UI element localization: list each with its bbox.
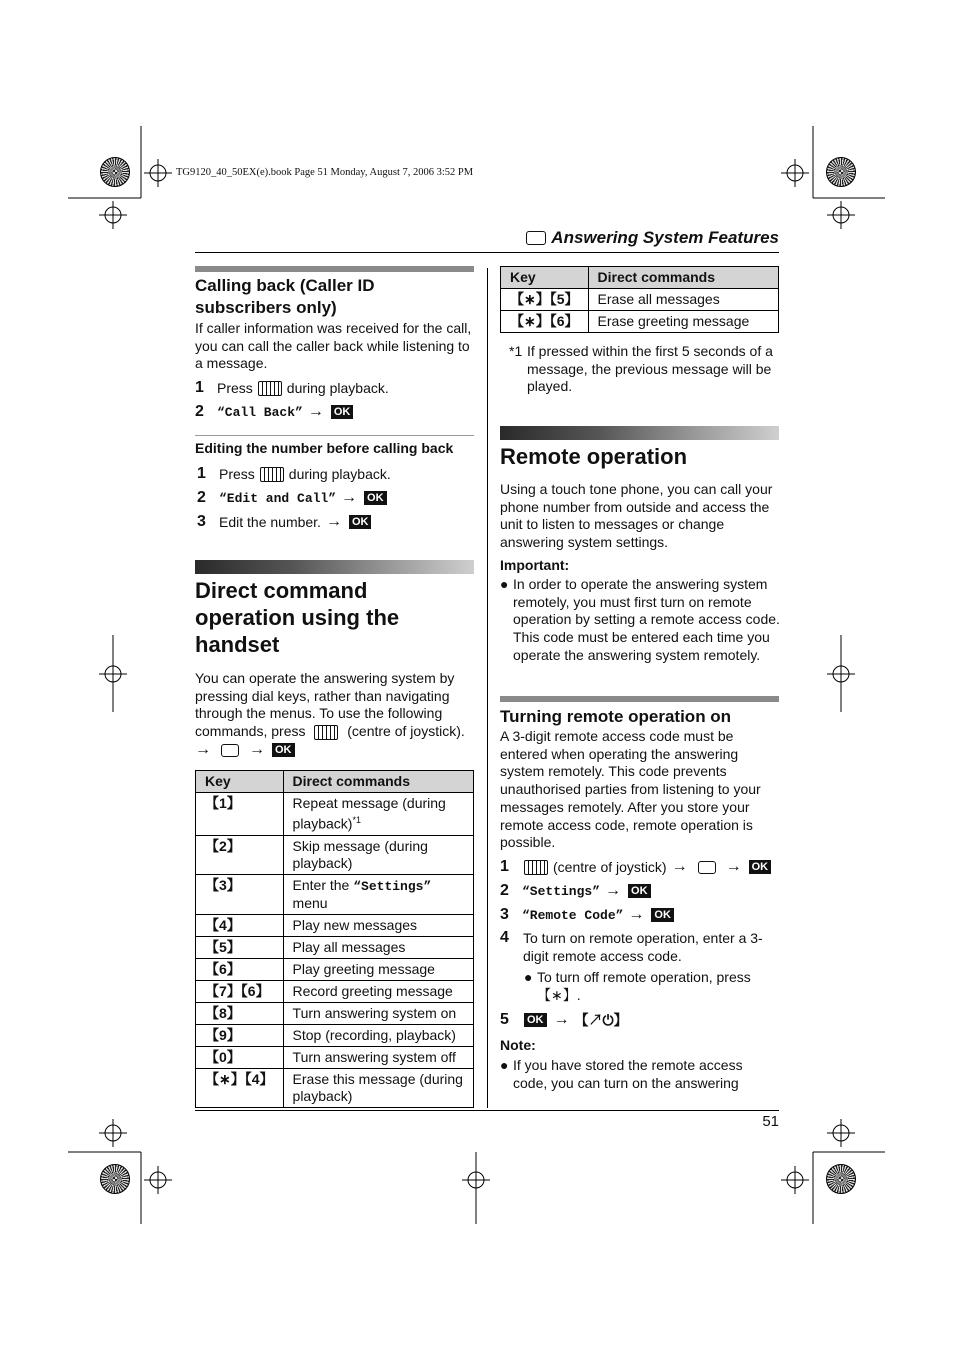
menu-item-code: “Settings” xyxy=(522,883,601,899)
calling-back-title: Calling back (Caller ID subscribers only) xyxy=(195,276,375,317)
remote-step-5 xyxy=(500,1010,628,1030)
key-cell: 【8】 xyxy=(196,1002,284,1024)
page-number: 51 xyxy=(762,1113,779,1130)
footnote-mark: *1 xyxy=(509,343,523,359)
header-rule xyxy=(195,252,779,253)
section-bar xyxy=(195,266,474,272)
table-row xyxy=(196,1024,474,1046)
subsection-rule xyxy=(195,435,474,436)
command-cell: Play new messages xyxy=(283,914,473,936)
table-row xyxy=(196,874,474,914)
key-cell: 【6】 xyxy=(196,958,284,980)
step-number: 5 xyxy=(500,1011,509,1028)
command-cell: Play greeting message xyxy=(283,958,473,980)
table-row xyxy=(196,835,474,874)
header-commands: Direct commands xyxy=(283,771,473,793)
command-cell: Turn answering system on xyxy=(283,1002,473,1024)
footnote-text: If pressed within the first 5 seconds of a message, the previous message will be played. xyxy=(527,343,773,395)
key-cell: 【∗】【5】 xyxy=(501,289,589,311)
ok-key-icon: OK xyxy=(628,884,651,898)
step-number: 2 xyxy=(197,489,206,506)
intro-text: You can operate the answering system by pressing dial keys, rather than navigating through the menus. To use the following commands, press xyxy=(195,670,455,740)
direct-command-title xyxy=(195,577,475,658)
header-key: Key xyxy=(196,771,284,793)
step-number: 3 xyxy=(197,513,206,530)
table-row xyxy=(196,793,474,836)
title-line: operation using the xyxy=(195,605,400,630)
command-cell: Erase this message (during playback) xyxy=(283,1068,473,1107)
table-header-row xyxy=(501,267,779,289)
table-row xyxy=(196,1046,474,1068)
menu-item-code: “Edit and Call” xyxy=(219,490,337,506)
key-cell: 【7】【6】 xyxy=(196,980,284,1002)
command-cell: Erase greeting message xyxy=(588,311,778,333)
ok-key-icon: OK xyxy=(349,515,372,529)
key-cell: 【4】 xyxy=(196,914,284,936)
key-cell: 【2】 xyxy=(196,835,284,874)
calling-back-intro: If caller information was received for the call, you can call the caller back while listening to a message. xyxy=(195,320,472,372)
key-cell: 【∗】【4】 xyxy=(196,1068,284,1107)
arrow-icon: → xyxy=(341,489,358,506)
step-text: (centre of joystick) xyxy=(553,859,667,875)
table-row xyxy=(501,311,779,333)
answering-icon xyxy=(221,744,239,757)
step-number: 2 xyxy=(195,403,204,420)
command-text: Enter the xyxy=(292,876,354,893)
footnote-ref: *1 xyxy=(352,815,361,825)
title-line: Direct command xyxy=(195,578,368,603)
bullet-dot-icon: ● xyxy=(500,576,509,592)
calling-step-2 xyxy=(195,403,355,421)
step-text: Press xyxy=(217,380,253,396)
command-cell: Play all messages xyxy=(283,936,473,958)
calling-step-1 xyxy=(195,379,389,397)
running-head xyxy=(521,228,779,248)
key-cell: 【9】 xyxy=(196,1024,284,1046)
table-row xyxy=(196,980,474,1002)
ok-key-icon: OK xyxy=(331,405,354,419)
section-gradient-bar xyxy=(500,426,779,440)
title-line: handset xyxy=(195,632,280,657)
step-number: 3 xyxy=(500,906,509,923)
ok-key-icon: OK xyxy=(272,743,295,757)
table-row xyxy=(196,1068,474,1107)
turning-remote-intro: A 3-digit remote access code must be entered when operating the answering system remotely. This code prevents unauthorised parties from listening to your messages remotely. After you store your remote access code, remote operation is possible. xyxy=(500,728,761,851)
intro-text-after: (centre of joystick). xyxy=(347,723,465,740)
direct-command-intro xyxy=(195,670,475,741)
step4-bullet xyxy=(524,969,774,1004)
step-number: 1 xyxy=(500,858,509,875)
editing-title: Editing the number before calling back xyxy=(195,440,454,456)
step-number: 1 xyxy=(195,379,204,396)
arrow-icon: → xyxy=(628,906,645,923)
command-text: menu xyxy=(292,894,328,911)
bullet-dot-icon: ● xyxy=(524,969,533,985)
menu-key-icon xyxy=(260,467,284,482)
step-text: during playback. xyxy=(288,466,391,482)
column-divider xyxy=(487,268,488,1108)
note-bullet xyxy=(500,1057,780,1092)
menu-item-code: “Call Back” xyxy=(217,404,303,420)
menu-key-icon xyxy=(314,725,338,740)
table-header-row xyxy=(196,771,474,793)
command-text: Repeat message (during playback) xyxy=(292,795,446,832)
editing-step-1 xyxy=(197,465,391,483)
arrow-icon: → xyxy=(249,741,265,758)
section-bar xyxy=(500,696,779,702)
table-row xyxy=(196,958,474,980)
command-cell xyxy=(283,874,473,914)
turning-remote-title: Turning remote operation on xyxy=(500,707,732,726)
arrow-icon: → xyxy=(671,858,688,875)
ok-key-icon: OK xyxy=(364,491,387,505)
direct-commands-table-continued xyxy=(500,266,779,333)
menu-item-code: “Remote Code” xyxy=(522,907,624,923)
book-info-line: TG9120_40_50EX(e).book Page 51 Monday, August 7, 2006 3:52 PM xyxy=(176,167,474,178)
command-cell: Record greeting message xyxy=(283,980,473,1002)
arrow-icon: → xyxy=(605,882,622,899)
command-cell: Stop (recording, playback) xyxy=(283,1024,473,1046)
header-key: Key xyxy=(501,267,589,289)
remote-step-3 xyxy=(500,906,676,924)
remote-operation-intro: Using a touch tone phone, you can call your phone number from outside and access the unit to listen to messages or change answering system settings. xyxy=(500,481,773,551)
step-number: 1 xyxy=(197,465,206,482)
bullet-text: To turn off remote operation, press 【∗】. xyxy=(537,969,751,1003)
table-row xyxy=(501,289,779,311)
arrow-icon: → xyxy=(725,858,742,875)
table-row xyxy=(196,914,474,936)
ok-key-icon: OK xyxy=(651,908,674,922)
bullet-text: If you have stored the remote access code, you can turn on the answering xyxy=(513,1057,743,1091)
step-text: To turn on remote operation, enter a 3-digit remote access code. xyxy=(523,930,763,964)
key-cell: 【3】 xyxy=(196,874,284,914)
editing-step-2 xyxy=(197,489,389,507)
command-cell: Erase all messages xyxy=(588,289,778,311)
footnote xyxy=(509,343,774,396)
arrow-icon: → xyxy=(195,741,211,758)
important-bullet xyxy=(500,576,780,665)
note-label: Note: xyxy=(500,1037,536,1053)
ok-key-icon: OK xyxy=(749,860,772,874)
header-commands: Direct commands xyxy=(588,267,778,289)
command-cell xyxy=(283,793,473,836)
remote-step-4 xyxy=(500,930,780,965)
bullet-dot-icon: ● xyxy=(500,1057,509,1073)
key-cell: 【∗】【6】 xyxy=(501,311,589,333)
answering-icon xyxy=(526,231,546,245)
important-label: Important: xyxy=(500,557,570,573)
remote-operation-title: Remote operation xyxy=(500,444,688,469)
editing-step-3 xyxy=(197,513,373,531)
table-row xyxy=(196,1002,474,1024)
footer-rule xyxy=(195,1110,779,1111)
arrow-icon: → xyxy=(553,1011,570,1028)
direct-commands-table xyxy=(195,770,474,1108)
step-number: 4 xyxy=(500,929,509,946)
command-cell: Skip message (during playback) xyxy=(283,835,473,874)
direct-command-path xyxy=(195,741,297,759)
step-number: 2 xyxy=(500,882,509,899)
menu-item-code: “Settings” xyxy=(353,878,432,894)
ok-key-icon: OK xyxy=(524,1013,547,1027)
bullet-text: In order to operate the answering system remotely, you must first turn on remote operation by setting a remote access code. This code must be entered each time you operate the answering system remotely. xyxy=(513,576,780,663)
table-row xyxy=(196,936,474,958)
arrow-icon: → xyxy=(307,403,324,420)
menu-key-icon xyxy=(524,860,548,875)
answering-icon xyxy=(698,861,716,874)
step-text: during playback. xyxy=(286,380,389,396)
menu-key-icon xyxy=(258,381,282,396)
section-gradient-bar xyxy=(195,560,474,574)
key-cell: 【5】 xyxy=(196,936,284,958)
step-text: Edit the number. xyxy=(219,514,321,530)
remote-step-2 xyxy=(500,882,653,900)
running-head-text: Answering System Features xyxy=(551,228,779,247)
key-cell: 【0】 xyxy=(196,1046,284,1068)
remote-step-1 xyxy=(500,858,773,876)
off-key-icon: 【↗⏻】 xyxy=(574,1012,628,1028)
key-cell: 【1】 xyxy=(196,793,284,836)
step-text: Press xyxy=(219,466,255,482)
arrow-icon: → xyxy=(325,513,342,530)
command-cell: Turn answering system off xyxy=(283,1046,473,1068)
